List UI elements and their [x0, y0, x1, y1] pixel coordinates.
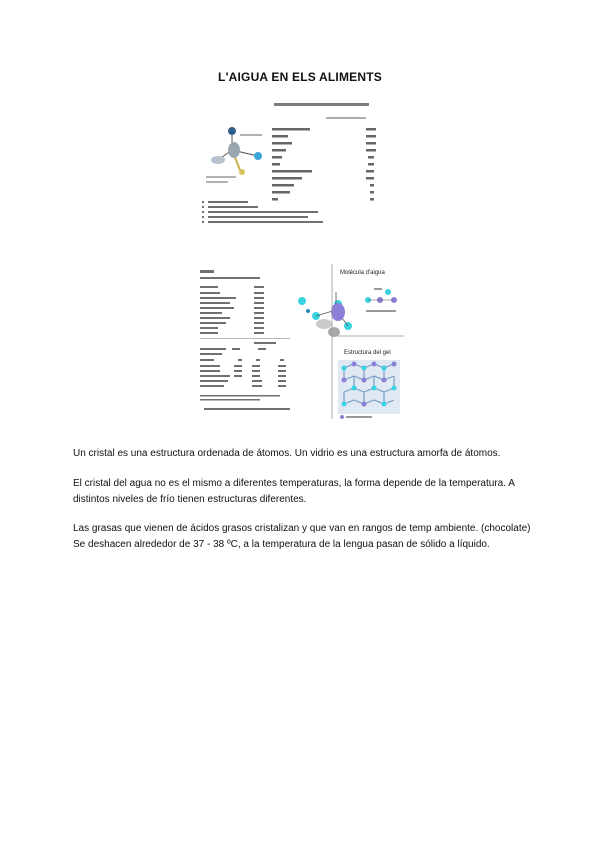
figure-water-molecule-table [196, 98, 396, 228]
paragraph-fats: Las grasas que vienen de ácidos grasos cristalizan y que van en rangos de temp ambiente. (chocolate) Se deshacen alrededor de 37 - 38 ºC, a la temperatura de la lengua pasan de sólido a líquido. [73, 523, 531, 550]
molecule-diagram [206, 127, 262, 183]
panel-label-molecule: Molécula d'aigua [340, 270, 385, 276]
molecule-3d [298, 292, 352, 337]
panel-label-ice: Estructura del gel [344, 350, 391, 356]
paragraph-crystal: Un cristal es una estructura ordenada de átomos. Un vidrio es una estructura amorfa de átomos. [73, 448, 501, 459]
paragraph-water-crystal: El cristal del agua no es el mismo a diferentes temperaturas, la forma depende de la temperatura. A distintos niveles de frío tienen estructuras diferentes. [73, 478, 515, 505]
figure-ice-structure [198, 264, 404, 424]
ice-lattice [338, 360, 400, 419]
page-title: L'AIGUA EN ELS ALIMENTS [218, 70, 382, 84]
